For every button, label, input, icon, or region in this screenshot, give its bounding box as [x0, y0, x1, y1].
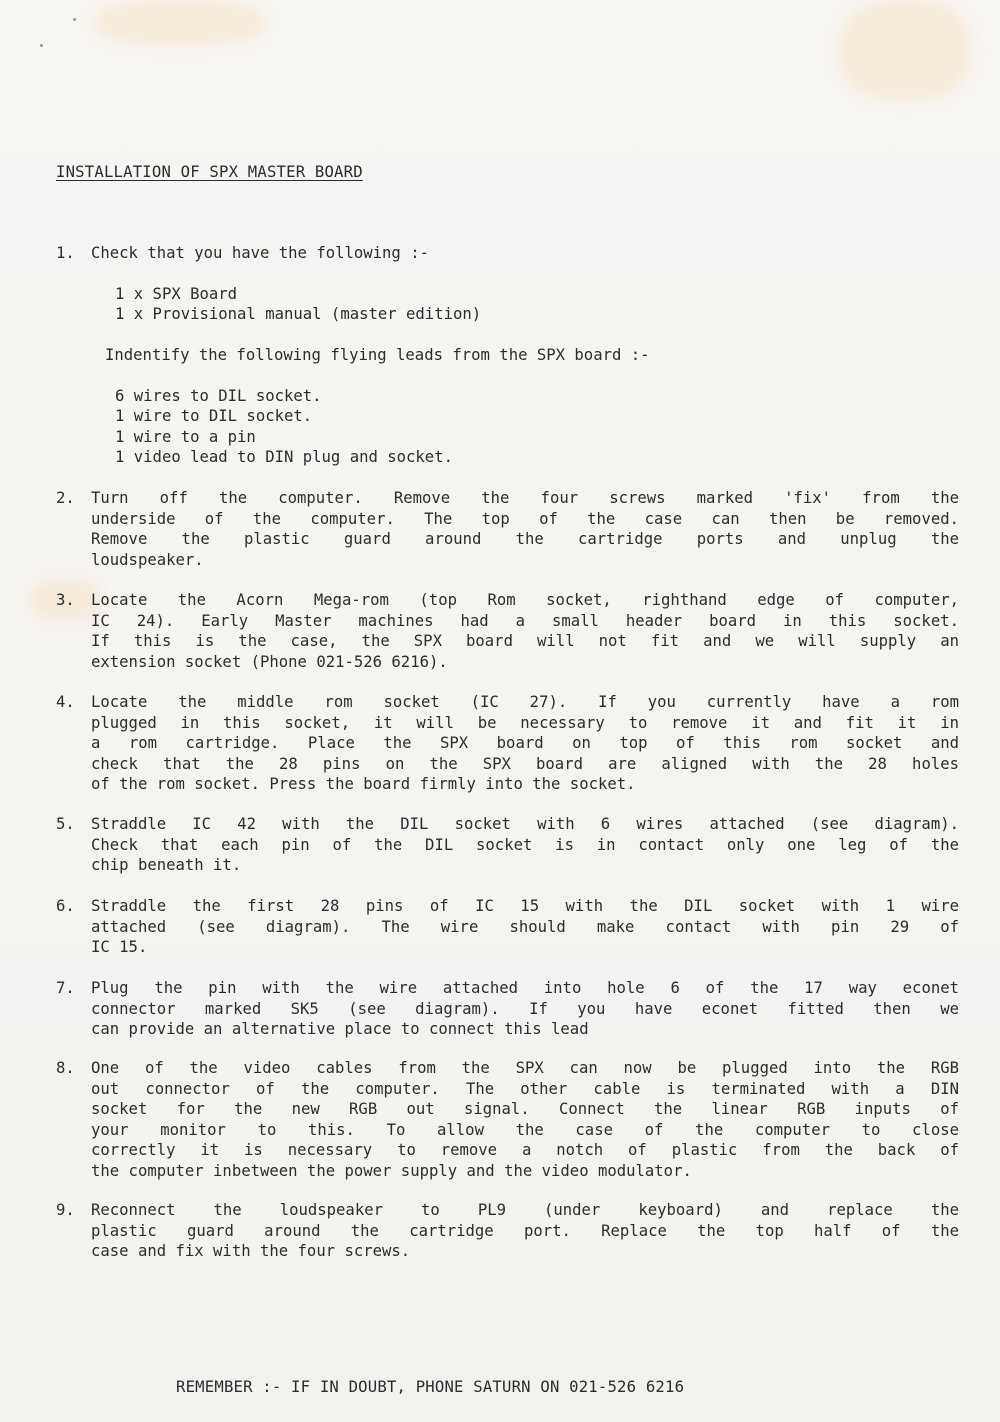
step-line: attached (see diagram). The wire should make contact with pin 29 of [91, 917, 959, 936]
step-1-intro: Check that you have the following :- [91, 244, 429, 262]
step-line: plastic guard around the cartridge port. Replace the top half of the [91, 1221, 959, 1240]
checklist-item: 1 x Provisional manual (master edition) [115, 305, 482, 323]
step-number: 2. [56, 489, 75, 507]
step-line: extension socket (Phone 021-526 6216). [91, 652, 448, 671]
step-line: IC 15. [91, 938, 148, 956]
step-line: of the rom socket. Press the board firmly into the socket. [91, 775, 636, 793]
step-3-text [91, 590, 959, 672]
step-line: Straddle the first 28 pins of IC 15 with the DIL socket with 1 wire [91, 897, 959, 915]
step-line: can provide an alternative place to connect this lead [91, 1020, 589, 1038]
step-6-text [91, 896, 959, 958]
step-line: a rom cartridge. Place the SPX board on top of this rom socket and [91, 734, 959, 752]
step-line: Locate the middle rom socket (IC 27). If you currently have a rom [91, 693, 959, 711]
step-number: 6. [56, 897, 75, 915]
step-number: 8. [56, 1059, 75, 1077]
paper-speck [73, 18, 76, 21]
step-line: correctly it is necessary to remove a notch of plastic from the back of [91, 1141, 959, 1159]
step-line: Check that each pin of the DIL socket is in contact only one leg of the [91, 835, 959, 854]
step-line: out connector of the computer. The other cable is terminated with a DIN [91, 1079, 959, 1098]
step-number: 7. [56, 979, 75, 997]
step-number: 3. [56, 591, 75, 609]
step-line: Locate the Acorn Mega-rom (top Rom socket, righthand edge of computer, [91, 591, 959, 609]
step-line: chip beneath it. [91, 856, 242, 874]
step-line: Turn off the computer. Remove the four screws marked 'fix' from the [91, 489, 959, 507]
step-number: 9. [56, 1201, 75, 1219]
step-line: Remove the plastic guard around the cartridge ports and unplug the [91, 530, 959, 548]
step-line: loudspeaker. [91, 550, 204, 569]
step-line: IC 24). Early Master machines had a small header board in this socket. [91, 611, 959, 630]
step-line: plugged in this socket, it will be necessary to remove it and fit it in [91, 713, 959, 732]
step-line: Plug the pin with the wire attached into hole 6 of the 17 way econet [91, 979, 959, 997]
lead-item: 1 wire to DIL socket. [115, 407, 313, 425]
step-line: your monitor to this. To allow the case of the computer to close [91, 1120, 959, 1139]
step-line: underside of the computer. The top of the case can then be removed. [91, 509, 959, 528]
checklist-item: 1 x SPX Board [115, 285, 238, 303]
step-line: the computer inbetween the power supply and the video modulator. [91, 1161, 692, 1180]
step-number: 4. [56, 693, 75, 711]
identify-leads-heading: Indentify the following flying leads from the SPX board :- [105, 346, 650, 364]
document-title: INSTALLATION OF SPX MASTER BOARD [56, 163, 363, 181]
step-line: case and fix with the four screws. [91, 1242, 411, 1260]
step-9-text [91, 1200, 959, 1262]
paper-stain [840, 0, 970, 100]
lead-item: 1 wire to a pin [115, 428, 256, 446]
footer-reminder: REMEMBER :- IF IN DOUBT, PHONE SATURN ON 021-526 6216 [176, 1378, 685, 1396]
step-line: Straddle IC 42 with the DIL socket with 6 wires attached (see diagram). [91, 815, 959, 833]
step-line: One of the video cables from the SPX can now be plugged into the RGB [91, 1059, 959, 1077]
lead-item: 1 video lead to DIN plug and socket. [115, 448, 453, 466]
step-line: If this is the case, the SPX board will not fit and we will supply an [91, 632, 959, 650]
lead-item: 6 wires to DIL socket. [115, 387, 322, 405]
step-2-text [91, 488, 959, 570]
paper-stain [95, 0, 265, 45]
paper-speck [40, 44, 43, 47]
step-number: 5. [56, 815, 75, 833]
step-4-text [91, 692, 959, 795]
step-7-text [91, 978, 959, 1040]
step-8-text [91, 1058, 959, 1181]
step-5-text [91, 814, 959, 876]
step-line: check that the 28 pins on the SPX board are aligned with the 28 holes [91, 754, 959, 773]
step-line: Reconnect the loudspeaker to PL9 (under keyboard) and replace the [91, 1201, 959, 1219]
step-line: connector marked SK5 (see diagram). If you have econet fitted then we [91, 999, 959, 1018]
step-line: socket for the new RGB out signal. Connect the linear RGB inputs of [91, 1100, 959, 1118]
step-number: 1. [56, 244, 75, 262]
